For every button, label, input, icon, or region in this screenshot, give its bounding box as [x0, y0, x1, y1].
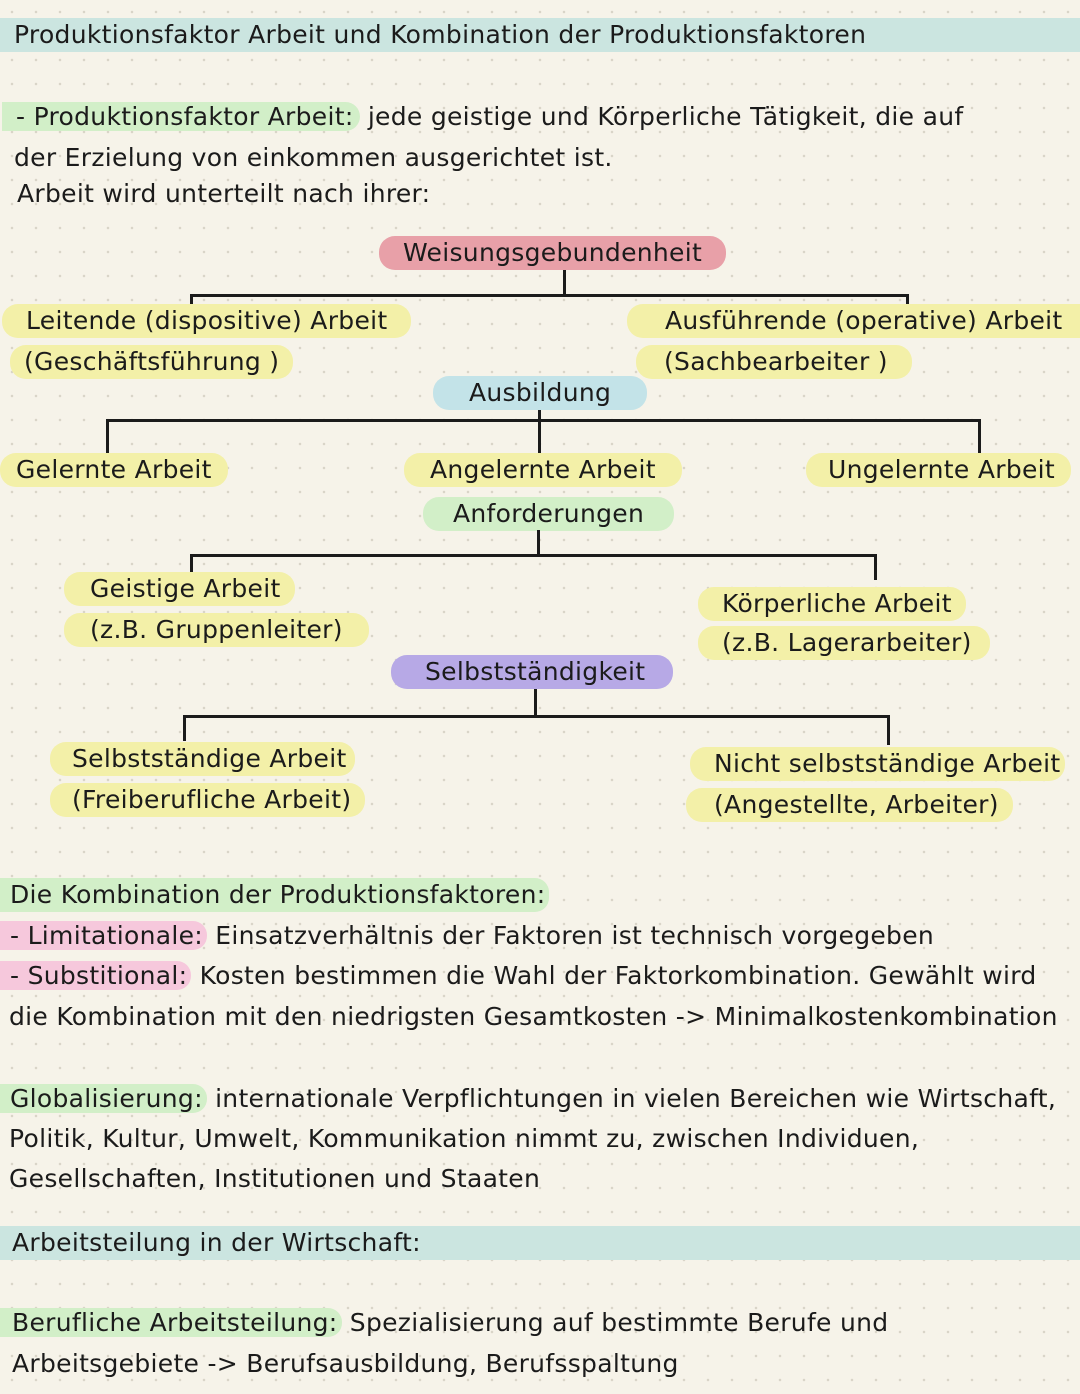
substitutional-line-2: die Kombination mit den niedrigsten Gesamtkosten -> Minimalkostenkombination — [9, 1002, 1058, 1031]
category-weisungsgebundenheit: Weisungsgebundenheit — [379, 236, 726, 270]
limitational-text: Einsatzverhältnis der Faktoren ist technisch vorgegeben — [215, 921, 935, 950]
nicht-selbststaendige-arbeit: Nicht selbstständige Arbeit — [690, 747, 1065, 781]
gelernte-arbeit: Gelernte Arbeit — [0, 453, 228, 487]
tree-connector — [183, 715, 186, 741]
tree-connector — [106, 419, 109, 453]
section-title-arbeitsteilung: Arbeitsteilung in der Wirtschaft: — [12, 1228, 421, 1257]
geistige-arbeit: Geistige Arbeit — [64, 572, 295, 606]
globalisierung-text: internationale Verpflichtungen in vielen Bereichen wie Wirtschaft, — [215, 1084, 1057, 1113]
koerperliche-arbeit: Körperliche Arbeit — [698, 587, 966, 621]
geistige-arbeit-example: (z.B. Gruppenleiter) — [64, 613, 369, 647]
selbststaendige-arbeit: Selbstständige Arbeit — [50, 742, 355, 776]
category-anforderungen: Anforderungen — [423, 497, 674, 531]
limitational-term: - Limitationale: — [0, 921, 207, 950]
category-ausbildung: Ausbildung — [433, 376, 647, 410]
leitende-arbeit-example: (Geschäftsführung ) — [10, 345, 293, 379]
tree-connector — [537, 530, 540, 556]
selbststaendige-arbeit-example: (Freiberufliche Arbeit) — [50, 783, 365, 817]
tree-connector — [190, 294, 909, 297]
leitende-arbeit: Leitende (dispositive) Arbeit — [2, 304, 411, 338]
angelernte-arbeit: Angelernte Arbeit — [404, 453, 682, 487]
tree-connector — [538, 410, 541, 453]
definition-text: jede geistige und Körperliche Tätigkeit, die auf — [367, 102, 964, 131]
tree-connector — [183, 715, 890, 718]
tree-connector — [190, 554, 877, 557]
globalisierung-line-2: Politik, Kultur, Umwelt, Kommunikation nimmt zu, zwischen Individuen, — [9, 1124, 920, 1153]
koerperliche-arbeit-example: (z.B. Lagerarbeiter) — [698, 626, 990, 660]
tree-connector — [874, 554, 877, 580]
page-title: Produktionsfaktor Arbeit und Kombination der Produktionsfaktoren — [14, 20, 867, 49]
globalisierung-term: Globalisierung: — [0, 1084, 207, 1113]
substitutional-text: Kosten bestimmen die Wahl der Faktorkombination. Gewählt wird — [199, 961, 1037, 990]
berufliche-arbeitsteilung-line-1 — [0, 1306, 888, 1340]
tree-connector — [106, 419, 981, 422]
tree-connector — [887, 715, 890, 745]
globalisierung-line-1 — [0, 1082, 1056, 1116]
definition-term: - Produktionsfaktor Arbeit: — [2, 102, 360, 131]
ausfuehrende-arbeit-example: (Sachbearbeiter ) — [636, 345, 912, 379]
berufliche-arbeitsteilung-text: Spezialisierung auf bestimmte Berufe und — [349, 1308, 889, 1337]
berufliche-arbeitsteilung-line-2: Arbeitsgebiete -> Berufsausbildung, Berufsspaltung — [12, 1349, 679, 1378]
berufliche-arbeitsteilung-term: Berufliche Arbeitsteilung: — [0, 1308, 342, 1337]
ungelernte-arbeit: Ungelernte Arbeit — [806, 453, 1071, 487]
tree-connector — [534, 689, 537, 717]
definition-line-2: der Erzielung von einkommen ausgerichtet ist. — [14, 143, 613, 172]
ausfuehrende-arbeit: Ausführende (operative) Arbeit — [627, 304, 1080, 338]
nicht-selbststaendige-arbeit-example: (Angestellte, Arbeiter) — [686, 788, 1013, 822]
substitutional-term: - Substitional: — [0, 961, 191, 990]
tree-connector — [978, 419, 981, 453]
globalisierung-line-3: Gesellschaften, Institutionen und Staaten — [9, 1164, 541, 1193]
tree-connector — [563, 270, 566, 296]
limitational-line — [0, 919, 934, 953]
substitutional-line — [0, 959, 1037, 993]
definition-line-1 — [2, 100, 963, 134]
category-selbststaendigkeit: Selbstständigkeit — [391, 655, 673, 689]
kombination-heading: Die Kombination der Produktionsfaktoren: — [0, 878, 549, 912]
definition-line-3: Arbeit wird unterteilt nach ihrer: — [17, 179, 431, 208]
